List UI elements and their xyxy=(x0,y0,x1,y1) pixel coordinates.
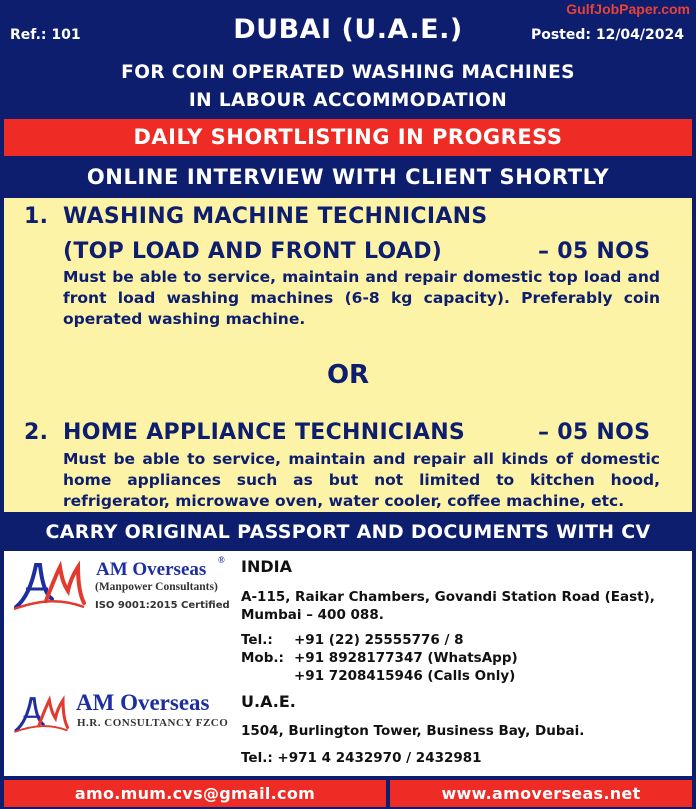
website-link[interactable]: www.amoverseas.net xyxy=(390,780,692,807)
interview-banner: ONLINE INTERVIEW WITH CLIENT SHORTLY xyxy=(86,165,610,189)
job-1-count: – 05 NOS xyxy=(538,239,651,264)
uae-tel: Tel.: +971 4 2432970 / 2432981 xyxy=(241,750,482,766)
job-1-title: WASHING MACHINE TECHNICIANS xyxy=(63,204,488,229)
footer xyxy=(0,778,696,809)
job-1-subtitle: (TOP LOAD AND FRONT LOAD) xyxy=(63,239,443,264)
or-separator: OR xyxy=(326,360,370,390)
uae-brand-subtitle: H.R. CONSULTANCY FZCO xyxy=(77,717,229,729)
uae-office-heading: U.A.E. xyxy=(241,692,296,711)
iso-certification: ISO 9001:2015 Certified xyxy=(95,600,230,611)
job-2-title: HOME APPLIANCE TECHNICIANS xyxy=(63,420,466,445)
am-overseas-uae-logo-icon xyxy=(12,691,70,735)
subtitle-line-2: IN LABOUR ACCOMMODATION xyxy=(188,90,508,111)
india-address-line-1: A-115, Raikar Chambers, Govandi Station Road (East), xyxy=(241,589,655,605)
india-office-heading: INDIA xyxy=(241,557,292,576)
shortlisting-banner: DAILY SHORTLISTING IN PROGRESS xyxy=(4,119,692,156)
job-2-number: 2. xyxy=(24,420,49,445)
india-brand-name: AM Overseas xyxy=(96,559,207,580)
uae-address: 1504, Burlington Tower, Business Bay, Dubai. xyxy=(241,723,585,739)
india-brand-subtitle: (Manpower Consultants) xyxy=(95,581,218,593)
documents-banner: CARRY ORIGINAL PASSPORT AND DOCUMENTS WITH CV xyxy=(45,521,651,543)
job-2-count: – 05 NOS xyxy=(538,420,651,445)
country-title: DUBAI (U.A.E.) xyxy=(233,14,463,45)
job-1-description: Must be able to service, maintain and repair domestic top load and front load washing machines (6-8 kg capacity). Preferably coin operated washing machine. xyxy=(63,268,660,328)
india-tel: +91 (22) 25555776 / 8 xyxy=(294,632,464,648)
email-link[interactable]: amo.mum.cvs@gmail.com xyxy=(4,780,386,807)
india-mobile-1: +91 8928177347 (WhatsApp) xyxy=(294,650,518,666)
india-address-line-2: Mumbai – 400 088. xyxy=(241,607,384,623)
job-2-description: Must be able to service, maintain and repair all kinds of domestic home appliances such as but not limited to kitchen hood, refrigerator, microwave oven, water cooler, coffee machine, etc. xyxy=(63,450,660,510)
registered-mark: ® xyxy=(218,555,225,565)
watermark: GulfJobPaper.com xyxy=(566,1,690,17)
job-listing xyxy=(4,198,692,512)
subtitle-line-1: FOR COIN OPERATED WASHING MACHINES xyxy=(121,62,575,83)
contact-section xyxy=(4,551,692,776)
uae-brand-name: AM Overseas xyxy=(76,690,210,715)
india-tel-label: Tel.: xyxy=(241,632,273,648)
header xyxy=(0,0,696,118)
reference-number: Ref.: 101 xyxy=(10,27,81,43)
india-mobile-2: +91 7208415946 (Calls Only) xyxy=(294,668,516,684)
india-mob-label: Mob.: xyxy=(241,650,284,666)
am-overseas-logo-icon xyxy=(12,555,86,613)
posted-date: Posted: 12/04/2024 xyxy=(530,27,684,43)
job-1-number: 1. xyxy=(24,204,49,229)
